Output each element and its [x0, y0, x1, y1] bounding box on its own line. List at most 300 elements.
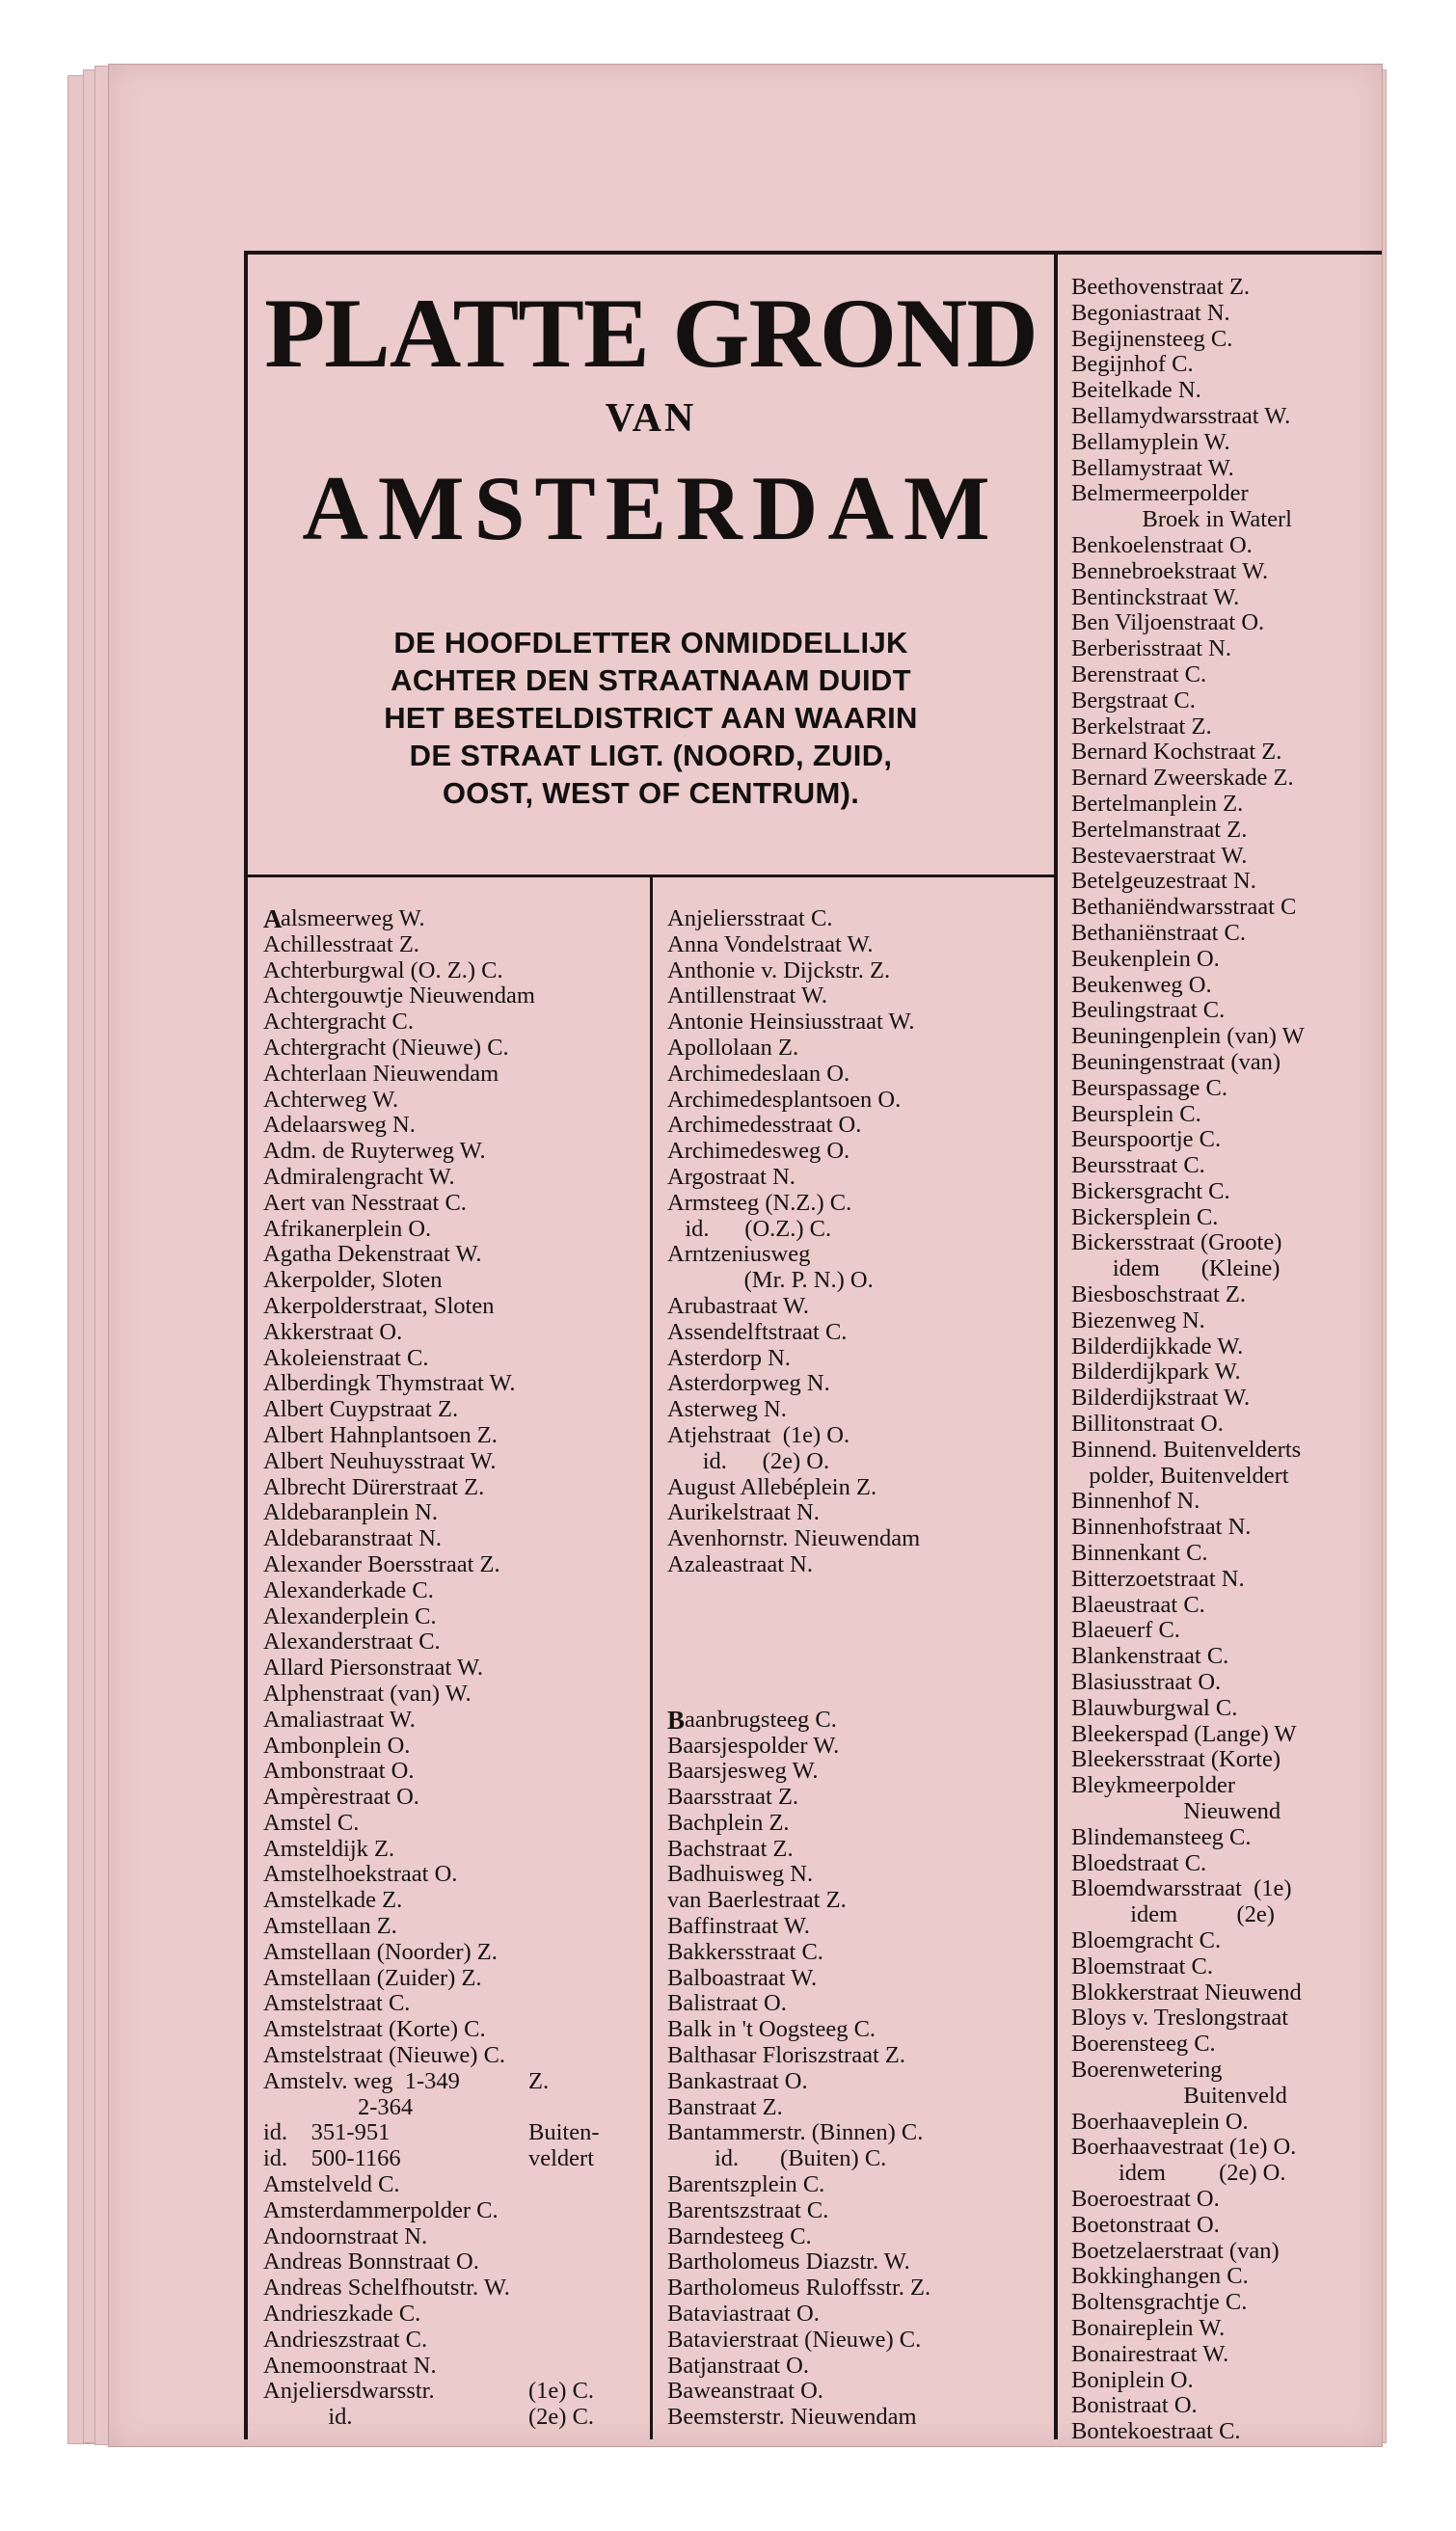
street-entry: [263, 1346, 644, 1372]
street-name: Binnend. Buitenvelderts: [1071, 1437, 1302, 1463]
street-entry: [1071, 1696, 1380, 1722]
street-name: Bellamystraat W.: [1071, 455, 1234, 481]
street-entry: [1071, 1644, 1380, 1670]
street-entry: [667, 2224, 1048, 2250]
street-name: Amstelstraat (Nieuwe) C.: [263, 2043, 506, 2069]
street-entry: [667, 1191, 1048, 1217]
street-entry: [263, 1629, 644, 1656]
street-entry: [263, 983, 644, 1010]
street-name: Atjehstraat (1e) O.: [667, 1422, 850, 1448]
street-entry: [1071, 2316, 1380, 2342]
street-name: Alberdingk Thymstraat W.: [263, 1371, 516, 1397]
street-entry: [263, 2146, 644, 2172]
street-name: Betelgeuzestraat N.: [1071, 869, 1256, 895]
street-entry: [1071, 2032, 1380, 2058]
street-name: Bleekerspad (Lange) W: [1071, 1721, 1297, 1747]
street-entry: [1071, 2058, 1380, 2084]
street-name: Beurspoortje C.: [1071, 1127, 1222, 1153]
street-entry: [667, 2379, 1048, 2405]
street-entry: [667, 1552, 1048, 1578]
street-entry: [1071, 301, 1380, 327]
street-entry: [263, 1734, 644, 1760]
street-entry: [667, 983, 1048, 1010]
street-entry: [1071, 610, 1380, 636]
street-name: Afrikanerplein O.: [263, 1216, 432, 1242]
street-name: Binnenkant C.: [1071, 1541, 1208, 1567]
street-entry: [1071, 378, 1380, 404]
street-name: Arubastraat W.: [667, 1293, 809, 1319]
street-entry: [667, 1036, 1048, 1062]
street-entry: [1071, 1515, 1380, 1541]
street-name: Blindemansteeg C.: [1071, 1824, 1252, 1850]
street-entry: [667, 2302, 1048, 2328]
street-name: Bleykmeerpolder: [1071, 1773, 1236, 1799]
title-van: VAN: [605, 396, 697, 441]
street-name: Albert Neuhuysstraat W.: [263, 1448, 497, 1474]
street-name: Agatha Dekenstraat W.: [263, 1242, 482, 1268]
street-entry: [667, 1734, 1048, 1760]
street-name: Asterdorpweg N.: [667, 1371, 830, 1397]
street-name: Andoornstraat N.: [263, 2223, 428, 2249]
street-entry: [1071, 2290, 1380, 2316]
street-name: August Allebéplein Z.: [667, 1474, 877, 1500]
street-entry: [263, 1217, 644, 1243]
street-name: Andreas Schelfhoutstr. W.: [263, 2275, 510, 2302]
street-name: polder, Buitenveldert: [1071, 1463, 1289, 1489]
street-name: Boerhaavestraat (1e) O.: [1071, 2135, 1297, 2161]
street-name: id. (2e) O.: [667, 1448, 830, 1474]
street-entry: [667, 1862, 1048, 1888]
street-entry: [667, 1629, 1048, 1656]
street-entry: [1071, 2161, 1380, 2187]
street-entry: [1071, 1928, 1380, 1954]
street-entry: [667, 1966, 1048, 1992]
street-name: Bernard Kochstraat Z.: [1071, 740, 1282, 766]
street-name: Boeroestraat O.: [1071, 2186, 1220, 2212]
street-name: Achterweg W.: [263, 1087, 399, 1113]
street-name: id.: [263, 2405, 353, 2431]
street-entry: [667, 1371, 1048, 1397]
street-entry: [1071, 1825, 1380, 1851]
street-name: Apollolaan Z.: [667, 1035, 799, 1061]
street-name: Bilderdijkkade W.: [1071, 1333, 1244, 1360]
street-entry: [1071, 1541, 1380, 1567]
street-name: Amstelkade Z.: [263, 1888, 403, 1914]
street-name: Bellamydwarsstraat W.: [1071, 403, 1291, 429]
street-entry: [1071, 275, 1380, 301]
street-name: Archimedesweg O.: [667, 1139, 850, 1165]
street-name: Achtergracht (Nieuwe) C.: [263, 1035, 509, 1061]
street-name: Ambonstraat O.: [263, 1759, 415, 1785]
street-name: Archimedeslaan O.: [667, 1061, 850, 1087]
street-entry: [263, 2017, 644, 2043]
street-name: Asterweg N.: [667, 1397, 787, 1423]
street-entry: [263, 1526, 644, 1552]
street-name: Berberisstraat N.: [1071, 636, 1231, 662]
street-entry: [263, 1811, 644, 1837]
street-entry: [1071, 352, 1380, 378]
street-name: Achtergouwtje Nieuwendam: [263, 983, 535, 1010]
street-name: Balthasar Floriszstraat Z.: [667, 2043, 905, 2069]
street-entry: [1071, 1489, 1380, 1515]
street-entry: [1071, 947, 1380, 973]
street-name: Ambonplein O.: [263, 1733, 411, 1759]
street-name: Biezenweg N.: [1071, 1307, 1205, 1333]
street-name: Albrecht Dürerstraat Z.: [263, 1474, 485, 1500]
street-name: Baarsjespolder W.: [667, 1733, 840, 1759]
street-entry: [1071, 1205, 1380, 1231]
street-district: Buiten-: [528, 2120, 600, 2146]
street-entry: [263, 1475, 644, 1501]
street-name: Alexanderkade C.: [263, 1577, 434, 1603]
street-entry: [1071, 1851, 1380, 1877]
street-district: veldert: [528, 2146, 595, 2172]
street-entry: [667, 2249, 1048, 2275]
street-entry: [1071, 792, 1380, 818]
street-entry: [667, 2172, 1048, 2198]
street-name: Buitenveld: [1071, 2083, 1287, 2109]
street-name: Barentszplein C.: [667, 2172, 825, 2198]
street-entry: [263, 1165, 644, 1191]
street-name: Amstelhoekstraat O.: [263, 1862, 458, 1888]
street-name: Blokkerstraat Nieuwend: [1071, 1979, 1302, 2006]
street-entry: [1071, 507, 1380, 533]
street-entry: [667, 1500, 1048, 1526]
street-name: Amstellaan (Noorder) Z.: [263, 1939, 498, 1965]
street-entry: [667, 1940, 1048, 1966]
street-entry: [263, 2069, 644, 2095]
street-entry: [1071, 585, 1380, 611]
street-name: Aldebaranstraat N.: [263, 1526, 443, 1552]
street-entry: [1071, 714, 1380, 740]
street-entry: [1071, 2187, 1380, 2213]
title-description: [246, 624, 1056, 812]
street-entry: [1071, 2084, 1380, 2110]
street-name: Balk in 't Oogsteeg C.: [667, 2017, 876, 2043]
street-name: Anemoonstraat N.: [263, 2353, 437, 2379]
street-name: Biesboschstraat Z.: [1071, 1282, 1246, 1308]
street-entry: [263, 1268, 644, 1294]
street-district: (1e) C.: [528, 2379, 595, 2405]
street-name: Bachstraat Z.: [667, 1836, 794, 1862]
street-name: id. 500-1166: [263, 2146, 401, 2172]
street-name: Andreas Bonnstraat O.: [263, 2249, 479, 2275]
street-entry: [667, 1682, 1048, 1708]
street-name: Bokkinghangen C.: [1071, 2264, 1249, 2290]
street-name: Armsteeg (N.Z.) C.: [667, 1190, 852, 1216]
street-district: Z.: [528, 2068, 550, 2094]
street-index-column-1: [263, 906, 644, 2431]
street-entry: [263, 2405, 644, 2431]
title-block: [246, 253, 1056, 877]
street-entry: [1071, 1902, 1380, 1928]
street-name: Asterdorp N.: [667, 1345, 791, 1371]
street-entry: [667, 2198, 1048, 2224]
street-name: Beemsterstr. Nieuwendam: [667, 2405, 917, 2431]
street-name: Blaeustraat C.: [1071, 1592, 1205, 1618]
street-entry: [1071, 1799, 1380, 1825]
street-entry: [667, 1113, 1048, 1139]
street-entry: [667, 2120, 1048, 2146]
street-entry: [667, 1294, 1048, 1320]
street-entry: [667, 1423, 1048, 1449]
street-entry: [667, 1088, 1048, 1114]
street-entry: [1071, 998, 1380, 1024]
street-entry: [1071, 740, 1380, 766]
street-name: Assendelftstraat C.: [667, 1319, 848, 1345]
street-name: Blaeuerf C.: [1071, 1618, 1180, 1644]
street-name: Ben Viljoenstraat O.: [1071, 610, 1265, 636]
street-entry: [667, 1991, 1048, 2017]
street-entry: [1071, 2368, 1380, 2394]
street-name: Bataviastraat O.: [667, 2302, 820, 2328]
street-name: Blauwburgwal C.: [1071, 1695, 1238, 1721]
street-entry: [667, 2354, 1048, 2380]
street-name: Beethovenstraat Z.: [1071, 275, 1251, 300]
street-name: Bloemstraat C.: [1071, 1953, 1213, 1979]
street-entry: [667, 1604, 1048, 1630]
street-name: Bloys v. Treslongstraat: [1071, 2006, 1289, 2032]
street-name: Boerensteeg C.: [1071, 2032, 1216, 2058]
street-name: Banstraat Z.: [667, 2094, 783, 2120]
street-name: Amstelv. weg 1-349: [263, 2068, 460, 2094]
street-entry: [263, 2275, 644, 2302]
street-entry: [263, 932, 644, 958]
street-name: Antillenstraat W.: [667, 983, 828, 1010]
street-name: Badhuisweg N.: [667, 1862, 814, 1888]
street-entry: [667, 2146, 1048, 2172]
street-name: Ampèrestraat O.: [263, 1785, 419, 1811]
street-name: Akerpolderstraat, Sloten: [263, 1293, 495, 1319]
street-name: Bethaniënstraat C.: [1071, 920, 1246, 946]
street-entry: [667, 1165, 1048, 1191]
street-entry: [263, 1785, 644, 1811]
street-entry: [667, 1888, 1048, 1914]
description-line: ACHTER DEN STRAATNAAM DUIDT: [391, 663, 911, 697]
street-name: Balboastraat W.: [667, 1965, 818, 1991]
street-name: Archimedesstraat O.: [667, 1113, 862, 1139]
street-index-column-2: [667, 906, 1048, 2431]
street-entry: [667, 1708, 1048, 1734]
street-entry: [263, 2120, 644, 2146]
street-entry: [667, 1914, 1048, 1940]
street-name: Arntzeniusweg: [667, 1242, 811, 1268]
street-name: Achtergracht C.: [263, 1010, 415, 1036]
street-entry: [263, 1010, 644, 1036]
street-name: Boniplein O.: [1071, 2367, 1194, 2393]
street-name: Beursplein C.: [1071, 1101, 1201, 1127]
street-name: Admiralengracht W.: [263, 1164, 455, 1190]
street-entry: [263, 1320, 644, 1346]
street-entry: [263, 1062, 644, 1088]
street-name: Blankenstraat C.: [1071, 1644, 1229, 1670]
street-entry: [667, 2405, 1048, 2431]
street-entry: [1071, 973, 1380, 999]
street-entry: [1071, 1360, 1380, 1386]
street-name: Barndesteeg C.: [667, 2223, 812, 2249]
street-name: Achterlaan Nieuwendam: [263, 1061, 499, 1087]
street-entry: [263, 1991, 644, 2017]
street-name: Amstelstraat (Korte) C.: [263, 2017, 486, 2043]
street-entry: [1071, 1386, 1380, 1412]
street-name: Beurspassage C.: [1071, 1075, 1227, 1101]
street-entry: [1071, 662, 1380, 688]
street-entry: [667, 906, 1048, 932]
street-entry: [667, 1346, 1048, 1372]
street-name: Adelaarsweg N.: [263, 1113, 416, 1139]
street-entry: [263, 1036, 644, 1062]
section-initial: A: [263, 906, 283, 932]
street-entry: [263, 1862, 644, 1888]
description-line: HET BESTELDISTRICT AAN WAARIN: [384, 701, 918, 735]
street-name: Broek in Waterl: [1071, 507, 1292, 533]
street-name: Balistraat O.: [667, 1991, 787, 2017]
street-name: Barentszstraat C.: [667, 2197, 829, 2223]
street-entry: [667, 1837, 1048, 1863]
street-name: Berenstraat C.: [1071, 661, 1207, 687]
street-name: Amstellaan Z.: [263, 1914, 397, 1940]
street-entry: [263, 1888, 644, 1914]
street-name: Bennebroekstraat W.: [1071, 558, 1269, 584]
street-entry: [667, 1268, 1048, 1294]
street-name: Boetonstraat O.: [1071, 2212, 1220, 2238]
title-platte-grond: PLATTE GROND: [264, 279, 1038, 389]
street-entry: [1071, 921, 1380, 947]
street-name: Bickersgracht C.: [1071, 1178, 1230, 1204]
street-entry: [1071, 1773, 1380, 1799]
street-name: Amstellaan (Zuider) Z.: [263, 1965, 482, 1991]
street-entry: [1071, 430, 1380, 456]
description-line: DE STRAAT LIGT. (NOORD, ZUID,: [409, 739, 893, 772]
street-entry: [1071, 1567, 1380, 1593]
street-entry: [667, 958, 1048, 984]
street-entry: [263, 1294, 644, 1320]
street-entry: [263, 1113, 644, 1139]
street-name: Bertelmanstraat Z.: [1071, 817, 1248, 843]
street-name: Boetzelaerstraat (van): [1071, 2238, 1280, 2264]
street-entry: [1071, 327, 1380, 353]
street-name: Bonaireplein W.: [1071, 2315, 1226, 2341]
street-name: Bonistraat O.: [1071, 2393, 1198, 2419]
street-name: Billitonstraat O.: [1071, 1412, 1224, 1438]
street-name: Bentinckstraat W.: [1071, 584, 1240, 610]
street-name: Anthonie v. Dijckstr. Z.: [667, 957, 891, 983]
street-name: 2-364: [263, 2094, 414, 2120]
street-name: aanbrugsteeg C.: [685, 1707, 837, 1733]
street-entry: [1071, 1102, 1380, 1128]
street-name: idem (2e): [1071, 1902, 1275, 1928]
street-entry: [263, 1139, 644, 1165]
street-name: (Mr. P. N.) O.: [667, 1268, 874, 1294]
street-name: id. (O.Z.) C.: [667, 1216, 832, 1242]
street-entry: [1071, 2239, 1380, 2265]
street-name: Begijnensteeg C.: [1071, 326, 1233, 352]
street-entry: [1071, 2213, 1380, 2239]
street-entry: [1071, 404, 1380, 430]
street-name: Bertelmanplein Z.: [1071, 791, 1244, 817]
street-name: Boltensgrachtje C.: [1071, 2290, 1248, 2316]
street-name: Achillesstraat Z.: [263, 931, 419, 957]
street-entry: [263, 2249, 644, 2275]
street-entry: [1071, 2342, 1380, 2368]
street-entry: [263, 1966, 644, 1992]
street-entry: [1071, 844, 1380, 870]
street-name: Amstelveld C.: [263, 2172, 400, 2198]
street-name: Beukenweg O.: [1071, 972, 1212, 998]
street-name: Amaliastraat W.: [263, 1707, 416, 1733]
street-entry: [263, 1371, 644, 1397]
street-name: Akerpolder, Sloten: [263, 1268, 443, 1294]
street-entry: [667, 1449, 1048, 1475]
street-name: Bergstraat C.: [1071, 687, 1196, 714]
description-line: DE HOOFDLETTER ONMIDDELLIJK: [393, 626, 908, 660]
street-entry: [667, 932, 1048, 958]
street-entry: [263, 2172, 644, 2198]
street-entry: [263, 1191, 644, 1217]
street-name: Bartholomeus Ruloffsstr. Z.: [667, 2275, 931, 2302]
street-name: Bernard Zweerskade Z.: [1071, 766, 1294, 792]
street-entry: [667, 2328, 1048, 2354]
street-entry: [263, 1578, 644, 1604]
street-name: Baweanstraat O.: [667, 2379, 823, 2405]
street-name: alsmeerweg W.: [281, 906, 425, 931]
street-entry: [1071, 1308, 1380, 1334]
street-entry: [667, 2017, 1048, 2043]
street-entry: [1071, 1747, 1380, 1773]
street-entry: [1071, 895, 1380, 921]
street-name: Bilderdijkpark W.: [1071, 1360, 1241, 1386]
street-entry: [263, 1423, 644, 1449]
street-entry: [667, 1785, 1048, 1811]
street-name: Alexanderstraat C.: [263, 1629, 441, 1656]
street-entry: [1071, 1670, 1380, 1696]
street-entry: [1071, 2393, 1380, 2419]
street-entry: [1071, 1618, 1380, 1644]
street-index-column-3: [1071, 275, 1380, 2445]
street-entry: [1071, 869, 1380, 895]
street-name: Albert Cuypstraat Z.: [263, 1397, 459, 1423]
street-entry: [263, 1500, 644, 1526]
street-name: Bloedstraat C.: [1071, 1850, 1207, 1876]
street-entry: [263, 906, 644, 932]
street-entry: [1071, 1127, 1380, 1153]
street-entry: [1071, 481, 1380, 507]
street-entry: [1071, 1464, 1380, 1490]
street-name: Bankastraat O.: [667, 2068, 808, 2094]
street-entry: [263, 2328, 644, 2354]
street-entry: [1071, 1256, 1380, 1282]
street-name: Beuningenstraat (van): [1071, 1049, 1281, 1075]
street-entry: [263, 1656, 644, 1682]
street-entry: [667, 1526, 1048, 1552]
street-name: Beulingstraat C.: [1071, 998, 1226, 1024]
street-entry: [263, 2354, 644, 2380]
street-name: Bantammerstr. (Binnen) C.: [667, 2120, 924, 2146]
frame-column-divider: [650, 875, 653, 2439]
street-entry: [263, 1604, 644, 1630]
street-name: Bellamyplein W.: [1071, 429, 1230, 455]
street-name: Andrieszkade C.: [263, 2302, 421, 2328]
street-name: Akkerstraat O.: [263, 1319, 403, 1345]
street-name: Anna Vondelstraat W.: [667, 931, 874, 957]
street-entry: [1071, 688, 1380, 714]
street-district: (2e) C.: [528, 2405, 595, 2431]
street-entry: [667, 1139, 1048, 1165]
street-name: Bartholomeus Diazstr. W.: [667, 2249, 910, 2275]
street-entry: [263, 1837, 644, 1863]
street-name: van Baerlestraat Z.: [667, 1888, 847, 1914]
street-name: idem (Kleine): [1071, 1256, 1281, 1282]
